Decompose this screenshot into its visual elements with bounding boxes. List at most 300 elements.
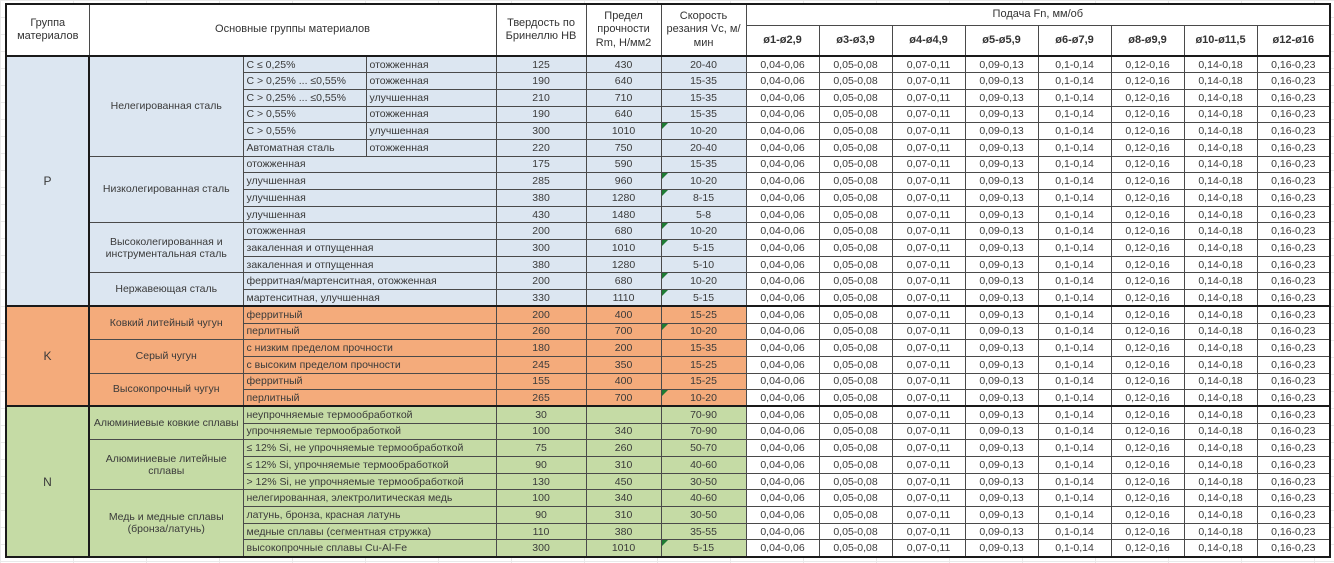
comment-marker-icon — [662, 240, 668, 246]
feed-value: 0,16-0,23 — [1257, 423, 1330, 440]
cutting-speed-text: 15-35 — [690, 158, 717, 171]
strength-rm-value: 1280 — [586, 256, 661, 273]
material-description: латунь, бронза, красная латунь — [243, 507, 496, 524]
hardness-hb-value: 245 — [496, 356, 586, 373]
feed-value: 0,04-0,06 — [746, 89, 819, 106]
material-spec: C > 0,25% ... ≤0,55% — [243, 73, 366, 90]
feed-value: 0,14-0,18 — [1184, 473, 1257, 490]
feed-value: 0,07-0,11 — [892, 457, 965, 474]
cutting-speed-text: 35-55 — [690, 525, 717, 538]
strength-rm-value: 1280 — [586, 190, 661, 207]
material-description: мартенситная, улучшенная — [243, 290, 496, 307]
cutting-speed-text: 20-40 — [690, 58, 717, 71]
feed-value: 0,05-0,08 — [819, 106, 892, 123]
feed-value: 0,14-0,18 — [1184, 457, 1257, 474]
comment-marker-icon — [662, 123, 668, 129]
cutting-speed-text: 8-15 — [693, 191, 715, 204]
feed-value: 0,07-0,11 — [892, 356, 965, 373]
feed-value: 0,1-0,14 — [1038, 206, 1111, 223]
hardness-hb-value: 200 — [496, 306, 586, 323]
cutting-speed-text: 40-60 — [690, 492, 717, 505]
strength-rm-value: 260 — [586, 440, 661, 457]
material-description: улучшенная — [243, 206, 496, 223]
cutting-speed-text: 5-10 — [693, 258, 715, 271]
hardness-hb-value: 110 — [496, 523, 586, 540]
feed-value: 0,1-0,14 — [1038, 156, 1111, 173]
feed-value: 0,05-0,08 — [819, 89, 892, 106]
feed-value: 0,07-0,11 — [892, 56, 965, 73]
subgroup-name: Низколегированная сталь — [89, 156, 243, 223]
feed-value: 0,16-0,23 — [1257, 223, 1330, 240]
hardness-hb-value: 130 — [496, 473, 586, 490]
feed-value: 0,09-0,13 — [965, 323, 1038, 340]
feed-value: 0,1-0,14 — [1038, 73, 1111, 90]
hardness-hb-value: 300 — [496, 540, 586, 557]
cutting-speed-value — [661, 173, 746, 190]
feed-value: 0,05-0,08 — [819, 457, 892, 474]
material-spec: C > 0,25% ... ≤0,55% — [243, 89, 366, 106]
feed-value: 0,1-0,14 — [1038, 89, 1111, 106]
feed-value: 0,05-0,08 — [819, 440, 892, 457]
feed-value: 0,04-0,06 — [746, 106, 819, 123]
feed-value: 0,12-0,16 — [1111, 340, 1184, 357]
comment-marker-icon — [662, 290, 668, 296]
feed-value: 0,05-0,08 — [819, 173, 892, 190]
cutting-speed-value — [661, 390, 746, 407]
feed-value: 0,16-0,23 — [1257, 156, 1330, 173]
feed-value: 0,04-0,06 — [746, 73, 819, 90]
feed-value: 0,05-0,08 — [819, 290, 892, 307]
feed-value: 0,05-0,08 — [819, 240, 892, 257]
feed-value: 0,07-0,11 — [892, 373, 965, 390]
feed-value: 0,14-0,18 — [1184, 406, 1257, 423]
feed-value: 0,04-0,06 — [746, 523, 819, 540]
feed-value: 0,1-0,14 — [1038, 373, 1111, 390]
feed-value: 0,14-0,18 — [1184, 373, 1257, 390]
feed-value: 0,07-0,11 — [892, 273, 965, 290]
feed-value: 0,12-0,16 — [1111, 507, 1184, 524]
feed-value: 0,04-0,06 — [746, 290, 819, 307]
cutting-speed-value — [661, 290, 746, 307]
feed-value: 0,1-0,14 — [1038, 223, 1111, 240]
comment-marker-icon — [662, 324, 668, 330]
strength-rm-value: 400 — [586, 373, 661, 390]
strength-rm-value — [586, 406, 661, 423]
header-material-group: Группа материалов — [6, 4, 89, 56]
feed-value: 0,14-0,18 — [1184, 139, 1257, 156]
cutting-speed-value — [661, 490, 746, 507]
header-feed-diameter: ø10-ø11,5 — [1184, 25, 1257, 56]
feed-value: 0,12-0,16 — [1111, 256, 1184, 273]
strength-rm-value: 640 — [586, 106, 661, 123]
cutting-speed-text: 15-25 — [690, 358, 717, 371]
header-feed-diameter: ø12-ø16 — [1257, 25, 1330, 56]
feed-value: 0,1-0,14 — [1038, 306, 1111, 323]
subgroup-name: Серый чугун — [89, 340, 243, 373]
feed-value: 0,1-0,14 — [1038, 123, 1111, 140]
header-feed-diameter: ø6-ø7,9 — [1038, 25, 1111, 56]
material-description: медные сплавы (сегментная стружка) — [243, 523, 496, 540]
feed-value: 0,05-0,08 — [819, 323, 892, 340]
feed-value: 0,1-0,14 — [1038, 106, 1111, 123]
hardness-hb-value: 200 — [496, 223, 586, 240]
feed-value: 0,16-0,23 — [1257, 290, 1330, 307]
feed-value: 0,16-0,23 — [1257, 323, 1330, 340]
feed-value: 0,14-0,18 — [1184, 340, 1257, 357]
strength-rm-value: 340 — [586, 423, 661, 440]
material-description: ≤ 12% Si, не упрочняемые термообработкой — [243, 440, 496, 457]
feed-value: 0,09-0,13 — [965, 206, 1038, 223]
feed-value: 0,09-0,13 — [965, 423, 1038, 440]
feed-value: 0,04-0,06 — [746, 440, 819, 457]
strength-rm-value: 1480 — [586, 206, 661, 223]
material-condition: улучшенная — [366, 123, 496, 140]
feed-value: 0,05-0,08 — [819, 139, 892, 156]
feed-value: 0,16-0,23 — [1257, 123, 1330, 140]
hardness-hb-value: 30 — [496, 406, 586, 423]
cutting-speed-value — [661, 457, 746, 474]
feed-value: 0,09-0,13 — [965, 190, 1038, 207]
feed-value: 0,16-0,23 — [1257, 173, 1330, 190]
cutting-speed-text: 15-35 — [690, 91, 717, 104]
feed-value: 0,09-0,13 — [965, 390, 1038, 407]
cutting-speed-value — [661, 440, 746, 457]
feed-value: 0,09-0,13 — [965, 306, 1038, 323]
feed-value: 0,16-0,23 — [1257, 240, 1330, 257]
cutting-speed-value — [661, 223, 746, 240]
material-row — [6, 156, 1330, 173]
material-description: высокопрочные сплавы Cu-Al-Fe — [243, 540, 496, 557]
material-description: неупрочняемые термообработкой — [243, 406, 496, 423]
material-row — [6, 273, 1330, 290]
feed-value: 0,05-0,08 — [819, 256, 892, 273]
feed-value: 0,16-0,23 — [1257, 56, 1330, 73]
feed-value: 0,12-0,16 — [1111, 540, 1184, 557]
strength-rm-value: 700 — [586, 323, 661, 340]
feed-value: 0,14-0,18 — [1184, 223, 1257, 240]
material-condition: отожженная — [366, 139, 496, 156]
feed-value: 0,14-0,18 — [1184, 273, 1257, 290]
feed-value: 0,14-0,18 — [1184, 423, 1257, 440]
cutting-speed-value — [661, 423, 746, 440]
hardness-hb-value: 100 — [496, 490, 586, 507]
header-cutting-speed: Скорость резания Vc, м/мин — [661, 4, 746, 56]
feed-value: 0,1-0,14 — [1038, 507, 1111, 524]
feed-value: 0,1-0,14 — [1038, 540, 1111, 557]
feed-value: 0,14-0,18 — [1184, 89, 1257, 106]
strength-rm-value: 1110 — [586, 290, 661, 307]
cutting-speed-text: 40-60 — [690, 458, 717, 471]
feed-value: 0,14-0,18 — [1184, 240, 1257, 257]
feed-value: 0,05-0,08 — [819, 373, 892, 390]
feed-value: 0,05-0,08 — [819, 423, 892, 440]
feed-value: 0,14-0,18 — [1184, 306, 1257, 323]
hardness-hb-value: 265 — [496, 390, 586, 407]
header-feed-diameter: ø3-ø3,9 — [819, 25, 892, 56]
header-feed-title: Подача Fn, мм/об — [746, 4, 1330, 25]
header-tensile-strength: Предел прочности Rm, Н/мм2 — [586, 4, 661, 56]
feed-value: 0,14-0,18 — [1184, 490, 1257, 507]
feed-value: 0,09-0,13 — [965, 240, 1038, 257]
feed-value: 0,09-0,13 — [965, 290, 1038, 307]
feed-value: 0,04-0,06 — [746, 473, 819, 490]
cutting-speed-value — [661, 123, 746, 140]
feed-value: 0,07-0,11 — [892, 256, 965, 273]
hardness-hb-value: 380 — [496, 190, 586, 207]
feed-value: 0,1-0,14 — [1038, 290, 1111, 307]
feed-value: 0,09-0,13 — [965, 356, 1038, 373]
comment-marker-icon — [662, 390, 668, 396]
feed-value: 0,09-0,13 — [965, 373, 1038, 390]
header-feed-diameter: ø1-ø2,9 — [746, 25, 819, 56]
hardness-hb-value: 260 — [496, 323, 586, 340]
cutting-speed-text: 30-50 — [690, 508, 717, 521]
feed-value: 0,05-0,08 — [819, 473, 892, 490]
material-description: ферритная/мартенситная, отожженная — [243, 273, 496, 290]
cutting-speed-text: 10-20 — [690, 275, 717, 288]
feed-value: 0,09-0,13 — [965, 173, 1038, 190]
feed-value: 0,14-0,18 — [1184, 523, 1257, 540]
material-row — [6, 56, 1330, 73]
feed-value: 0,1-0,14 — [1038, 273, 1111, 290]
material-description: улучшенная — [243, 173, 496, 190]
feed-value: 0,04-0,06 — [746, 139, 819, 156]
material-description: отожженная — [243, 156, 496, 173]
cutting-speed-value — [661, 473, 746, 490]
strength-rm-value: 680 — [586, 223, 661, 240]
comment-marker-icon — [662, 173, 668, 179]
cutting-speed-value — [661, 523, 746, 540]
hardness-hb-value: 380 — [496, 256, 586, 273]
feed-value: 0,1-0,14 — [1038, 423, 1111, 440]
cutting-speed-value — [661, 306, 746, 323]
strength-rm-value: 960 — [586, 173, 661, 190]
feed-value: 0,12-0,16 — [1111, 206, 1184, 223]
material-description: ферритный — [243, 306, 496, 323]
feed-value: 0,04-0,06 — [746, 190, 819, 207]
feed-value: 0,07-0,11 — [892, 306, 965, 323]
material-description: закаленная и отпущенная — [243, 240, 496, 257]
feed-value: 0,04-0,06 — [746, 507, 819, 524]
cutting-speed-value — [661, 373, 746, 390]
material-table-body — [6, 56, 1330, 557]
feed-value: 0,14-0,18 — [1184, 123, 1257, 140]
feed-value: 0,07-0,11 — [892, 390, 965, 407]
feed-value: 0,16-0,23 — [1257, 273, 1330, 290]
feed-value: 0,09-0,13 — [965, 223, 1038, 240]
feed-value: 0,14-0,18 — [1184, 540, 1257, 557]
strength-rm-value: 400 — [586, 306, 661, 323]
cutting-speed-text: 15-25 — [690, 375, 717, 388]
comment-marker-icon — [662, 273, 668, 279]
feed-value: 0,04-0,06 — [746, 273, 819, 290]
strength-rm-value: 1010 — [586, 123, 661, 140]
cutting-speed-text: 15-35 — [690, 342, 717, 355]
feed-value: 0,14-0,18 — [1184, 173, 1257, 190]
material-spec: C ≤ 0,25% — [243, 56, 366, 73]
feed-value: 0,09-0,13 — [965, 106, 1038, 123]
feed-value: 0,07-0,11 — [892, 240, 965, 257]
material-row — [6, 373, 1330, 390]
subgroup-name: Ковкий литейный чугун — [89, 306, 243, 339]
feed-value: 0,12-0,16 — [1111, 173, 1184, 190]
feed-value: 0,07-0,11 — [892, 423, 965, 440]
feed-value: 0,09-0,13 — [965, 139, 1038, 156]
material-condition: отожженная — [366, 106, 496, 123]
hardness-hb-value: 210 — [496, 89, 586, 106]
cutting-speed-text: 70-90 — [690, 409, 717, 422]
material-description: закаленная и отпущенная — [243, 256, 496, 273]
feed-value: 0,07-0,11 — [892, 490, 965, 507]
strength-rm-value: 310 — [586, 507, 661, 524]
feed-value: 0,07-0,11 — [892, 507, 965, 524]
cutting-speed-text: 70-90 — [690, 425, 717, 438]
feed-value: 0,07-0,11 — [892, 473, 965, 490]
cutting-speed-value — [661, 139, 746, 156]
strength-rm-value: 590 — [586, 156, 661, 173]
feed-value: 0,12-0,16 — [1111, 273, 1184, 290]
material-condition: отожженная — [366, 73, 496, 90]
subgroup-name: Нержавеющая сталь — [89, 273, 243, 306]
material-description: с высоким пределом прочности — [243, 356, 496, 373]
strength-rm-value: 750 — [586, 139, 661, 156]
feed-value: 0,05-0,08 — [819, 273, 892, 290]
subgroup-name: Медь и медные сплавы (бронза/латунь) — [89, 490, 243, 557]
feed-value: 0,07-0,11 — [892, 190, 965, 207]
cutting-speed-text: 10-20 — [690, 391, 717, 404]
strength-rm-value: 1010 — [586, 240, 661, 257]
cutting-speed-value — [661, 73, 746, 90]
cutting-speed-text: 15-25 — [690, 308, 717, 321]
hardness-hb-value: 180 — [496, 340, 586, 357]
feed-value: 0,1-0,14 — [1038, 473, 1111, 490]
feed-value: 0,07-0,11 — [892, 340, 965, 357]
feed-value: 0,05-0,08 — [819, 406, 892, 423]
strength-rm-value: 680 — [586, 273, 661, 290]
feed-value: 0,07-0,11 — [892, 406, 965, 423]
machining-data-table — [5, 3, 1331, 558]
feed-value: 0,05-0,08 — [819, 390, 892, 407]
cutting-speed-value — [661, 56, 746, 73]
feed-value: 0,1-0,14 — [1038, 490, 1111, 507]
feed-value: 0,12-0,16 — [1111, 89, 1184, 106]
feed-value: 0,12-0,16 — [1111, 73, 1184, 90]
feed-value: 0,09-0,13 — [965, 340, 1038, 357]
feed-value: 0,07-0,11 — [892, 73, 965, 90]
feed-value: 0,12-0,16 — [1111, 56, 1184, 73]
cutting-speed-value — [661, 190, 746, 207]
feed-value: 0,16-0,23 — [1257, 473, 1330, 490]
strength-rm-value: 340 — [586, 490, 661, 507]
material-row — [6, 490, 1330, 507]
cutting-speed-text: 10-20 — [690, 225, 717, 238]
material-description: перлитный — [243, 390, 496, 407]
feed-value: 0,07-0,11 — [892, 523, 965, 540]
feed-value: 0,16-0,23 — [1257, 139, 1330, 156]
cutting-speed-text: 30-50 — [690, 475, 717, 488]
cutting-speed-value — [661, 340, 746, 357]
cutting-speed-text: 20-40 — [690, 141, 717, 154]
feed-value: 0,1-0,14 — [1038, 173, 1111, 190]
feed-value: 0,09-0,13 — [965, 523, 1038, 540]
strength-rm-value: 200 — [586, 340, 661, 357]
feed-value: 0,04-0,06 — [746, 356, 819, 373]
material-row — [6, 440, 1330, 457]
feed-value: 0,04-0,06 — [746, 540, 819, 557]
strength-rm-value: 1010 — [586, 540, 661, 557]
feed-value: 0,04-0,06 — [746, 256, 819, 273]
material-description: с низким пределом прочности — [243, 340, 496, 357]
material-condition: улучшенная — [366, 89, 496, 106]
feed-value: 0,1-0,14 — [1038, 323, 1111, 340]
strength-rm-value: 350 — [586, 356, 661, 373]
cutting-speed-text: 15-35 — [690, 75, 717, 88]
comment-marker-icon — [662, 540, 668, 546]
feed-value: 0,09-0,13 — [965, 123, 1038, 140]
feed-value: 0,07-0,11 — [892, 173, 965, 190]
hardness-hb-value: 75 — [496, 440, 586, 457]
cutting-speed-value — [661, 89, 746, 106]
material-description: ≤ 12% Si, упрочняемые термообработкой — [243, 457, 496, 474]
feed-value: 0,12-0,16 — [1111, 440, 1184, 457]
strength-rm-value: 700 — [586, 390, 661, 407]
group-letter: K — [6, 306, 89, 406]
feed-value: 0,16-0,23 — [1257, 356, 1330, 373]
feed-value: 0,16-0,23 — [1257, 406, 1330, 423]
feed-value: 0,04-0,06 — [746, 457, 819, 474]
cutting-speed-value — [661, 156, 746, 173]
feed-value: 0,1-0,14 — [1038, 256, 1111, 273]
subgroup-name: Алюминиевые ковкие сплавы — [89, 406, 243, 439]
feed-value: 0,05-0,08 — [819, 490, 892, 507]
group-letter: N — [6, 406, 89, 556]
cutting-speed-text: 50-70 — [690, 442, 717, 455]
hardness-hb-value: 285 — [496, 173, 586, 190]
feed-value: 0,04-0,06 — [746, 173, 819, 190]
feed-value: 0,07-0,11 — [892, 323, 965, 340]
feed-value: 0,07-0,11 — [892, 206, 965, 223]
feed-value: 0,09-0,13 — [965, 406, 1038, 423]
header-feed-diameter: ø4-ø4,9 — [892, 25, 965, 56]
feed-value: 0,05-0,08 — [819, 123, 892, 140]
feed-value: 0,12-0,16 — [1111, 356, 1184, 373]
feed-value: 0,16-0,23 — [1257, 373, 1330, 390]
feed-value: 0,12-0,16 — [1111, 423, 1184, 440]
feed-value: 0,1-0,14 — [1038, 390, 1111, 407]
feed-value: 0,05-0,08 — [819, 190, 892, 207]
feed-value: 0,09-0,13 — [965, 156, 1038, 173]
feed-value: 0,09-0,13 — [965, 540, 1038, 557]
feed-value: 0,04-0,06 — [746, 223, 819, 240]
material-condition: отожженная — [366, 56, 496, 73]
feed-value: 0,12-0,16 — [1111, 490, 1184, 507]
feed-value: 0,16-0,23 — [1257, 523, 1330, 540]
feed-value: 0,16-0,23 — [1257, 457, 1330, 474]
feed-value: 0,1-0,14 — [1038, 457, 1111, 474]
feed-value: 0,16-0,23 — [1257, 390, 1330, 407]
material-description: отожженная — [243, 223, 496, 240]
hardness-hb-value: 220 — [496, 139, 586, 156]
feed-value: 0,05-0,08 — [819, 73, 892, 90]
feed-value: 0,07-0,11 — [892, 290, 965, 307]
header-brinell-hardness: Твердость по Бринеллю HB — [496, 4, 586, 56]
feed-value: 0,04-0,06 — [746, 423, 819, 440]
cutting-speed-text: 5-15 — [693, 542, 715, 555]
feed-value: 0,12-0,16 — [1111, 406, 1184, 423]
cutting-speed-value — [661, 540, 746, 557]
feed-value: 0,09-0,13 — [965, 56, 1038, 73]
material-description: ферритный — [243, 373, 496, 390]
